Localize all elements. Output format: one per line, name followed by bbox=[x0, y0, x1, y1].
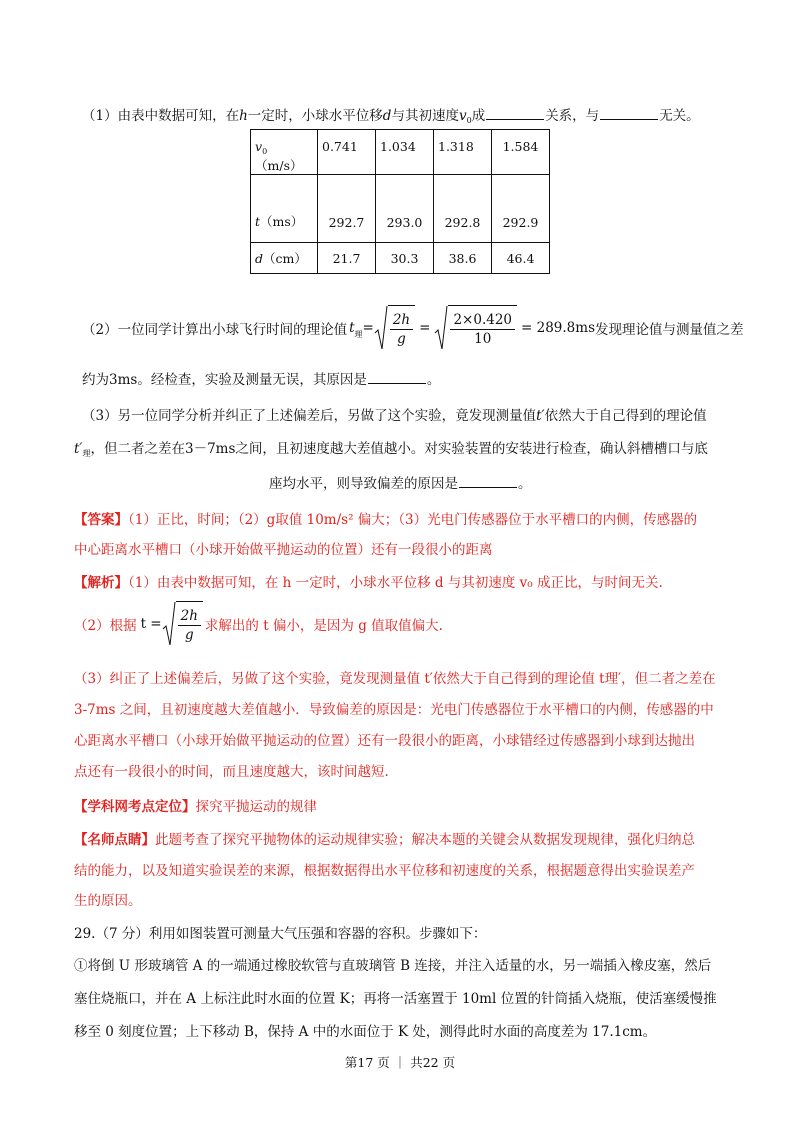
q1-var-d: d bbox=[382, 108, 392, 124]
table-cell: 38.6 bbox=[434, 243, 492, 274]
q29-text-3: 移至 0 刻度位置；上下移动 B，保持 A 中的水面位于 K 处，测得此时水面的高度差为 17.1cm。 bbox=[74, 1024, 657, 1040]
table-cell: 0.741 bbox=[318, 130, 376, 175]
dianjing-line-2 bbox=[74, 859, 695, 879]
q29-line-1 bbox=[74, 954, 711, 974]
dianjing-text-1: 此题考查了探究平抛物体的运动规律实验；解决本题的关键会从数据发现规律，强化归纳总 bbox=[155, 832, 695, 848]
q1-var-v-sub: 0 bbox=[466, 116, 472, 125]
q3-var-t: t′ bbox=[74, 441, 83, 457]
analysis-p3-text-1: （3）纠正了上述偏差后，另做了这个实验，竟发现测量值 t′依然大于自己得到的理论值 t理′，但二者之差在 bbox=[74, 671, 716, 687]
q1-text-4: 成 bbox=[471, 108, 486, 124]
q2-equals: = bbox=[362, 320, 374, 336]
q3-line-2 bbox=[74, 437, 708, 459]
table-row-label: d（cm） bbox=[251, 243, 318, 274]
q2-line-2 bbox=[82, 368, 440, 388]
q3-text-5: 。 bbox=[518, 476, 532, 492]
dianjing-text-2: 结的能力，以及知道实验误差的来源，根据数据得出水平位移和初速度的关系，根据题意得出实验误差产 bbox=[74, 863, 695, 879]
kaodian-line bbox=[74, 795, 317, 815]
dianjing-tag: 【名师点睛】 bbox=[74, 832, 155, 848]
q2-text-3: 约为3ms。经检查，实验及测量无误，其原因是 bbox=[82, 372, 367, 388]
dianjing-text-3: 生的原因。 bbox=[74, 893, 142, 909]
q2-frac-num: 2h bbox=[390, 311, 413, 330]
table-cell: 292.8 bbox=[434, 175, 492, 243]
analysis-line-1 bbox=[74, 571, 663, 591]
analysis-tag: 【解析】 bbox=[74, 575, 128, 591]
data-table bbox=[250, 129, 550, 274]
q2-formula-line bbox=[82, 303, 744, 353]
analysis-p3-line-3 bbox=[74, 729, 695, 749]
table-cell: 293.0 bbox=[376, 175, 434, 243]
kaodian-tag: 【学科网考点定位】 bbox=[74, 799, 196, 815]
page-footer: 第17 页 ｜ 共22 页 bbox=[344, 1055, 456, 1070]
q1-var-v: v bbox=[458, 108, 467, 124]
q29-title-text: 29.（7 分）利用如图装置可测量大气压强和容器的容积。步骤如下： bbox=[74, 926, 487, 942]
dianjing-line-3 bbox=[74, 889, 142, 909]
table-cell: 1.584 bbox=[492, 130, 550, 175]
analysis-p3-line-1 bbox=[74, 667, 716, 687]
analysis-p3-line-4 bbox=[74, 760, 389, 780]
q3-text-3: ，但二者之差在3－7ms之间，且初速度越大差值越小。对实验装置的安装进行检查，确认斜槽槽口与底 bbox=[90, 441, 708, 457]
table-row bbox=[251, 175, 550, 243]
q3-blank bbox=[459, 475, 517, 488]
analysis-p2-text: （2）根据 bbox=[74, 618, 137, 634]
q2-frac-den-2: 10 bbox=[474, 331, 492, 347]
q2-sqrt-1 bbox=[374, 305, 415, 351]
q2-frac-den: g bbox=[397, 331, 406, 347]
q2-text-4: 。 bbox=[426, 372, 441, 388]
q1-text-6: 无关。 bbox=[659, 108, 700, 124]
q2-text: （2）一位同学计算出小球飞行时间的理论值 bbox=[82, 322, 348, 338]
table-cell: 1.034 bbox=[376, 130, 434, 175]
dianjing-line-1 bbox=[74, 828, 695, 848]
answer-line-1 bbox=[74, 508, 697, 528]
table-cell: 292.7 bbox=[318, 175, 376, 243]
q2-blank bbox=[368, 371, 426, 384]
answer-line-2 bbox=[74, 538, 493, 558]
q1-line bbox=[82, 104, 700, 125]
table-row bbox=[251, 243, 550, 274]
radical-icon bbox=[434, 305, 448, 351]
analysis-p2-t: t = bbox=[140, 616, 162, 632]
q1-text-5: 关系，与 bbox=[545, 108, 600, 124]
q2-sqrt-2 bbox=[434, 305, 517, 351]
table-row-label: $v_0(m/s)$ bbox=[251, 130, 318, 175]
q29-text-2: 塞住烧瓶口，并在 A 上标注此时水面的位置 K；再将一活塞置于 10ml 位置的针筒插入烧瓶，使活塞缓慢推 bbox=[74, 991, 717, 1007]
q2-frac-num-2: 2×0.420 bbox=[450, 311, 515, 330]
q3-var-t-sub: 理 bbox=[82, 449, 91, 458]
analysis-p3-text-3: 心距离水平槽口（小球开始做平抛运动的位置）还有一段很小的距离，小球错经过传感器到小球到达抛出 bbox=[74, 733, 695, 749]
q3-line-1 bbox=[82, 404, 707, 424]
q2-equals-2: = bbox=[419, 320, 431, 336]
analysis-frac-num: 2h bbox=[178, 607, 201, 626]
analysis-frac-den: g bbox=[184, 627, 194, 643]
analysis-p3-text-4: 点还有一段很小的时间，而且速度越大，该时间越短. bbox=[74, 764, 389, 780]
analysis-p3-line-2 bbox=[74, 698, 714, 718]
q1-var-h: h bbox=[239, 108, 248, 124]
table-cell: 21.7 bbox=[318, 243, 376, 274]
q1-text-3: 与其初速度 bbox=[391, 108, 459, 124]
answer-text: （1）正比，时间；（2）g取值 10m/s² 偏大；（3）光电门传感器位于水平槽口的内侧，传感器的 bbox=[128, 512, 698, 528]
table-cell: 1.318 bbox=[434, 130, 492, 175]
q1-text-2: 一定时，小球水平位移 bbox=[247, 108, 383, 124]
q29-line-3 bbox=[74, 1020, 656, 1040]
analysis-p2-suffix: 求解出的 t 偏小，是因为 g 值取值偏大. bbox=[204, 618, 443, 634]
q1-blank-2 bbox=[600, 107, 658, 120]
analysis-p3-text-2: 3-7ms 之间，且初速度越大差值越小．导致偏差的原因是：光电门传感器位于水平槽口的内侧，传感器的中 bbox=[74, 702, 714, 718]
table-cell: 292.9 bbox=[492, 175, 550, 243]
q3-text-4: 座均水平，则导致偏差的原因是 bbox=[269, 476, 458, 492]
table-cell: 46.4 bbox=[492, 243, 550, 274]
q29-text-1: ①将倒 U 形玻璃管 A 的一端通过橡胶软管与直玻璃管 B 连接，并注入适量的水，另一端插入橡皮塞，然后 bbox=[74, 958, 712, 974]
table-row-label: t（ms） bbox=[251, 175, 318, 243]
q1-blank-1 bbox=[486, 107, 544, 120]
table-cell: 30.3 bbox=[376, 243, 434, 274]
q3-text-2: 依然大于自己得到的理论值 bbox=[544, 408, 707, 424]
analysis-text: （1）由表中数据可知，在 h 一定时，小球水平位移 d 与其初速度 v₀ 成正比，与时间无关. bbox=[128, 575, 663, 591]
radical-icon bbox=[162, 601, 176, 647]
kaodian-text: 探究平抛运动的规律 bbox=[195, 799, 317, 815]
q3-line-3 bbox=[269, 472, 532, 492]
analysis-sqrt bbox=[162, 601, 203, 647]
table-row bbox=[251, 130, 550, 175]
q29-line-2 bbox=[74, 987, 717, 1007]
q1-text: （1）由表中数据可知，在 bbox=[82, 108, 240, 124]
q2-var-t-sub: 理 bbox=[354, 329, 363, 339]
answer-text-2: 中心距离水平槽口（小球开始做平抛运动的位置）还有一段很小的距离 bbox=[74, 542, 493, 558]
radical-icon bbox=[374, 305, 388, 351]
answer-tag: 【答案】 bbox=[74, 512, 128, 528]
analysis-formula-line bbox=[74, 599, 443, 649]
q29-title bbox=[74, 922, 486, 942]
q3-text: （3）另一位同学分析并纠正了上述偏差后，另做了这个实验，竟发现测量值 bbox=[82, 408, 537, 424]
q2-var-t: t bbox=[349, 320, 355, 336]
q2-result: = 289.8ms bbox=[521, 320, 595, 336]
q2-text-2: 发现理论值与测量值之差 bbox=[595, 322, 744, 338]
q3-var-tprime: t′ bbox=[536, 408, 545, 424]
